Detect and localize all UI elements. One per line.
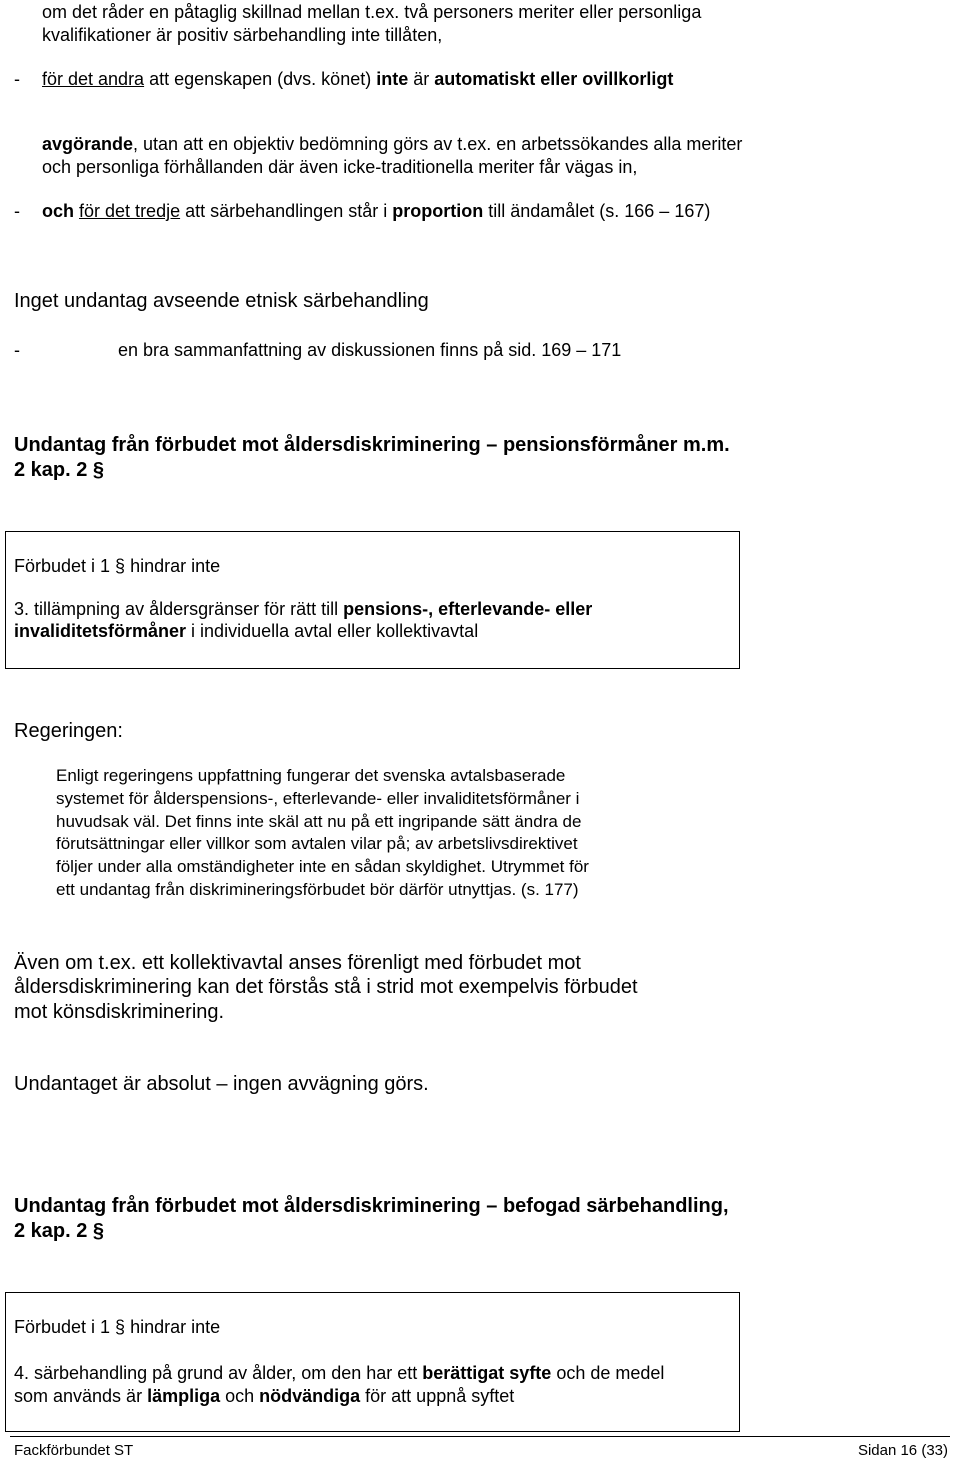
- bold-text: automatiskt eller ovillkorligt: [434, 69, 674, 89]
- text-span: 4. särbehandling på grund av ålder, om den har ett: [14, 1363, 423, 1383]
- text-span: och de medel: [551, 1363, 665, 1383]
- list-item-summary: en bra sammanfattning av diskussionen finns på sid. 169 – 171: [118, 340, 622, 360]
- quote-line: systemet för ålderspensions-, efterlevande- eller invaliditetsförmåner i: [56, 789, 580, 808]
- list-dash: -: [14, 69, 20, 89]
- text-span: att egenskapen (dvs. könet): [144, 69, 377, 89]
- underlined-text: för det tredje: [79, 201, 181, 221]
- list-dash: -: [14, 340, 20, 360]
- bold-text: avgörande: [42, 134, 134, 154]
- statute-text-line: [14, 1363, 664, 1384]
- underlined-text: för det andra: [42, 69, 145, 89]
- body-text-line: och personliga förhållanden där även icke-traditionella meriter får vägas in,: [42, 157, 638, 177]
- bold-text: inte: [376, 69, 409, 89]
- bold-text: invaliditetsförmåner: [14, 621, 187, 641]
- regeringen-label: Regeringen:: [14, 720, 123, 742]
- statute-text-line: [14, 621, 478, 642]
- text-span: att särbehandlingen står i: [180, 201, 393, 221]
- text-span: , utan att en objektiv bedömning görs av t.ex. en arbetssökandes alla meriter: [133, 134, 743, 154]
- bold-text: pensions-, efterlevande- eller: [343, 599, 593, 619]
- comment-line: Även om t.ex. ett kollektivavtal anses förenligt med förbudet mot: [14, 952, 581, 974]
- section-heading-reference: 2 kap. 2 §: [14, 1220, 105, 1242]
- bold-text: nödvändiga: [259, 1386, 361, 1406]
- comment-line: åldersdiskriminering kan det förstås stå i strid mot exempelvis förbudet: [14, 976, 638, 998]
- quote-line: förutsättningar eller villkor som avtalen vilar på; av arbetslivsdirektivet: [56, 834, 578, 853]
- quote-line: följer under alla omständigheter inte en sådan skyldighet. Utrymmet för: [56, 857, 589, 876]
- text-span: är: [408, 69, 435, 89]
- body-text-line: kvalifikationer är positiv särbehandling inte tillåten,: [42, 25, 443, 45]
- statute-intro: Förbudet i 1 § hindrar inte: [14, 1317, 221, 1337]
- list-dash: -: [14, 201, 20, 221]
- footer-organization: Fackförbundet ST: [14, 1442, 134, 1459]
- text-span: och: [220, 1386, 260, 1406]
- footer-page-number: Sidan 16 (33): [857, 1442, 948, 1459]
- bold-text: och: [42, 201, 75, 221]
- absolute-exception-note: Undantaget är absolut – ingen avvägning görs.: [14, 1073, 429, 1095]
- body-text-line: om det råder en påtaglig skillnad mellan t.ex. två personers meriter eller personliga: [42, 2, 702, 22]
- quote-line: Enligt regeringens uppfattning fungerar det svenska avtalsbaserade: [56, 766, 566, 785]
- footer-divider: [10, 1436, 950, 1437]
- statute-intro: Förbudet i 1 § hindrar inte: [14, 556, 221, 576]
- bold-text: proportion: [392, 201, 484, 221]
- quote-line: ett undantag från diskrimineringsförbudet bör därför utnyttjas. (s. 177): [56, 880, 579, 899]
- text-span: för att uppnå syftet: [360, 1386, 515, 1406]
- text-span: i individuella avtal eller kollektivavtal: [186, 621, 479, 641]
- bold-text: lämpliga: [147, 1386, 221, 1406]
- section-heading-pension: Undantag från förbudet mot åldersdiskriminering – pensionsförmåner m.m.: [14, 434, 730, 456]
- statute-text-line: [14, 599, 592, 620]
- section-heading-justified: Undantag från förbudet mot åldersdiskriminering – befogad särbehandling,: [14, 1195, 729, 1217]
- comment-line: mot könsdiskriminering.: [14, 1001, 225, 1023]
- list-item-second-criterion: [42, 69, 673, 90]
- list-item-third-criterion: [42, 201, 710, 222]
- body-text-line: [42, 134, 742, 155]
- section-heading-ethnic: Inget undantag avseende etnisk särbehandling: [14, 290, 429, 312]
- text-span: 3. tillämpning av åldersgränser för rätt till: [14, 599, 344, 619]
- statute-text-line: [14, 1386, 514, 1407]
- quote-line: huvudsak väl. Det finns inte skäl att nu på ett ingripande sätt ändra de: [56, 812, 582, 831]
- text-span: till ändamålet (s. 166 – 167): [483, 201, 711, 221]
- section-heading-reference: 2 kap. 2 §: [14, 459, 105, 481]
- text-span: som används är: [14, 1386, 148, 1406]
- statute-box-justified: [5, 1292, 740, 1432]
- bold-text: berättigat syfte: [422, 1363, 552, 1383]
